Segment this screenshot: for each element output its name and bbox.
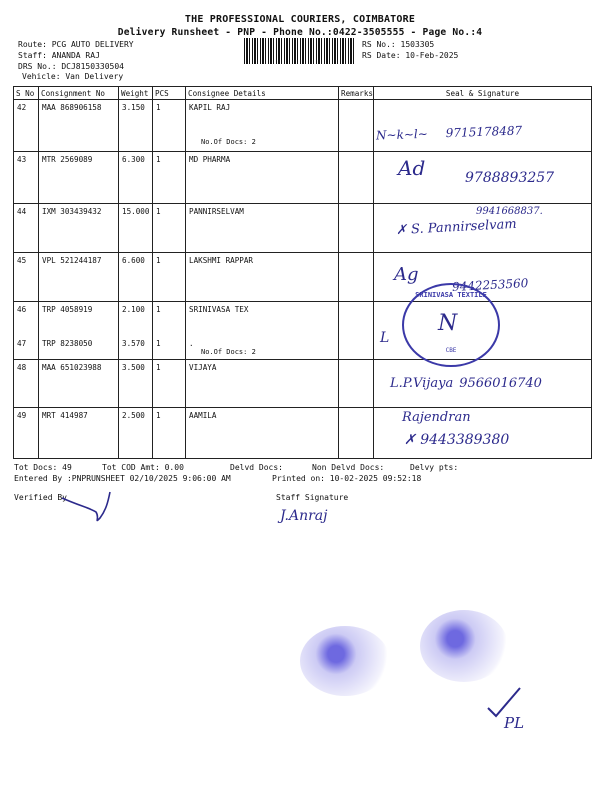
signature-row-42: N~k~l~ 9715178487 — [375, 123, 523, 143]
docs-count: No.Of Docs: 2 — [201, 138, 256, 146]
cell-consignment: MAA 868906158 — [39, 100, 119, 152]
cell-consignment: TRP 4058919 — [39, 302, 119, 336]
col-sno: S No — [14, 87, 39, 100]
cell-consignee: AAMILA — [186, 408, 339, 459]
drs-number: DRS No.: DCJ8150330504 — [18, 62, 124, 71]
rs-date: RS Date: 10-Feb-2025 — [362, 51, 459, 60]
entered-by: Entered By :PNPRUNSHEET 02/10/2025 9:06:00 AM — [14, 474, 231, 483]
runsheet-subtitle: Delivery Runsheet - PNP - Phone No.:0422-3505555 - Page No.:4 — [117, 27, 483, 38]
rs-number: RS No.: 1503305 — [362, 40, 435, 49]
col-weight: Weight — [119, 87, 153, 100]
cell-consignment: VPL 521244187 — [39, 253, 119, 302]
delivery-points: Delvy pts: — [410, 463, 459, 472]
cell-consignment: MAA 651023988 — [39, 360, 119, 408]
cell-remarks — [339, 336, 374, 360]
total-docs: Tot Docs: 49 — [14, 463, 72, 472]
stamp-text: SRINIVASA TEXTILE — [415, 291, 487, 299]
phone-48: 9566016740 — [459, 376, 542, 391]
phone-49: 9443389380 — [420, 432, 510, 448]
cell-consignee: SRINIVASA TEX — [186, 302, 339, 336]
vehicle-label: Vehicle: Van Delivery — [22, 72, 124, 81]
total-cod: Tot COD Amt: 0.00 — [102, 463, 184, 472]
ink-scribble: PL — [504, 714, 525, 732]
cell-consignee: MD PHARMA — [186, 152, 339, 204]
company-stamp — [402, 283, 500, 367]
col-consignment: Consignment No — [39, 87, 119, 100]
signature-row-45: Ag — [394, 264, 419, 285]
table-row — [14, 336, 592, 360]
cell-pcs: 1 — [153, 360, 186, 408]
staff-label: Staff: ANANDA RAJ — [18, 51, 100, 60]
cell-sno: 42 — [14, 100, 39, 152]
cell-consignee: PANNIRSELVAM — [186, 204, 339, 253]
col-pcs: PCS — [153, 87, 186, 100]
table-header-row — [14, 87, 592, 100]
phone-45: 9442253560 — [451, 276, 529, 294]
cell-consignee — [186, 336, 339, 360]
cell-pcs: 1 — [153, 204, 186, 253]
cell-consignment: MTR 2569089 — [39, 152, 119, 204]
cell-weight: 6.300 — [119, 152, 153, 204]
stamp-signature: N — [438, 311, 458, 336]
cell-sno: 44 — [14, 204, 39, 253]
signature-row-48: L.P.Vijaya 9566016740 — [390, 376, 542, 391]
consignee-name: . — [189, 338, 194, 348]
cell-consignee — [186, 100, 339, 152]
cell-weight: 2.500 — [119, 408, 153, 459]
cell-remarks — [339, 204, 374, 253]
cell-consignee: VIJAYA — [186, 360, 339, 408]
verified-by: Verified By — [14, 493, 67, 502]
cell-pcs: 1 — [153, 336, 186, 360]
table-row — [14, 302, 592, 336]
verified-signature — [60, 488, 130, 538]
cell-remarks — [339, 360, 374, 408]
cell-consignee: LAKSHMI RAPPAR — [186, 253, 339, 302]
non-delivered-docs: Non Delvd Docs: — [312, 463, 385, 472]
cell-weight: 3.150 — [119, 100, 153, 152]
signature-row-44: ✗ S. Pannirselvam — [395, 216, 518, 239]
col-signature: Seal & Signature — [374, 87, 592, 100]
cell-weight: 3.570 — [119, 336, 153, 360]
cell-sno: 49 — [14, 408, 39, 459]
cell-sno: 46 — [14, 302, 39, 336]
cell-pcs: 1 — [153, 408, 186, 459]
company-name: THE PROFESSIONAL COURIERS, COIMBATORE — [184, 14, 416, 25]
cell-weight: 6.600 — [119, 253, 153, 302]
cell-remarks — [339, 100, 374, 152]
cell-remarks — [339, 408, 374, 459]
col-consignee: Consignee Details — [186, 87, 339, 100]
ink-blot-right — [420, 610, 508, 682]
cell-consignment: IXM 303439432 — [39, 204, 119, 253]
runsheet-table — [13, 86, 592, 459]
printed-on: Printed on: 10-02-2025 09:52:18 — [272, 474, 422, 483]
cell-remarks — [339, 302, 374, 336]
cell-sno: 47 — [14, 336, 39, 360]
cell-sno: 45 — [14, 253, 39, 302]
cell-sno: 48 — [14, 360, 39, 408]
cell-remarks — [339, 152, 374, 204]
phone-42: 9715178487 — [445, 123, 523, 141]
tick-mark: L — [380, 330, 390, 346]
cell-weight: 3.500 — [119, 360, 153, 408]
name-row-49: Rajendran — [402, 410, 471, 425]
cell-sno: 43 — [14, 152, 39, 204]
staff-signature-label: Staff Signature — [276, 493, 349, 502]
cell-pcs: 1 — [153, 302, 186, 336]
cell-pcs: 1 — [153, 100, 186, 152]
consignee-name: KAPIL RAJ — [189, 103, 231, 112]
cell-weight: 2.100 — [119, 302, 153, 336]
cell-remarks — [339, 253, 374, 302]
staff-signature: J.Anraj — [280, 508, 328, 524]
stamp-sub: CBE — [445, 347, 457, 354]
phone-row-49: ✗ 9443389380 — [404, 432, 510, 448]
cell-weight: 15.000 — [119, 204, 153, 253]
cell-pcs: 1 — [153, 253, 186, 302]
col-remarks: Remarks — [339, 87, 374, 100]
barcode — [244, 38, 354, 64]
route-label: Route: PCG AUTO DELIVERY — [18, 40, 134, 49]
phone-43: 9788893257 — [465, 170, 555, 186]
cell-consignment: MRT 414987 — [39, 408, 119, 459]
docs-count: No.Of Docs: 2 — [201, 347, 256, 356]
phone-44: 9941668837. — [476, 206, 543, 217]
delivered-docs: Delvd Docs: — [230, 463, 283, 472]
cell-consignment: TRP 8238050 — [39, 336, 119, 360]
ink-blot-left — [300, 626, 390, 696]
signature-row-43: Ad — [398, 156, 426, 180]
cell-pcs: 1 — [153, 152, 186, 204]
